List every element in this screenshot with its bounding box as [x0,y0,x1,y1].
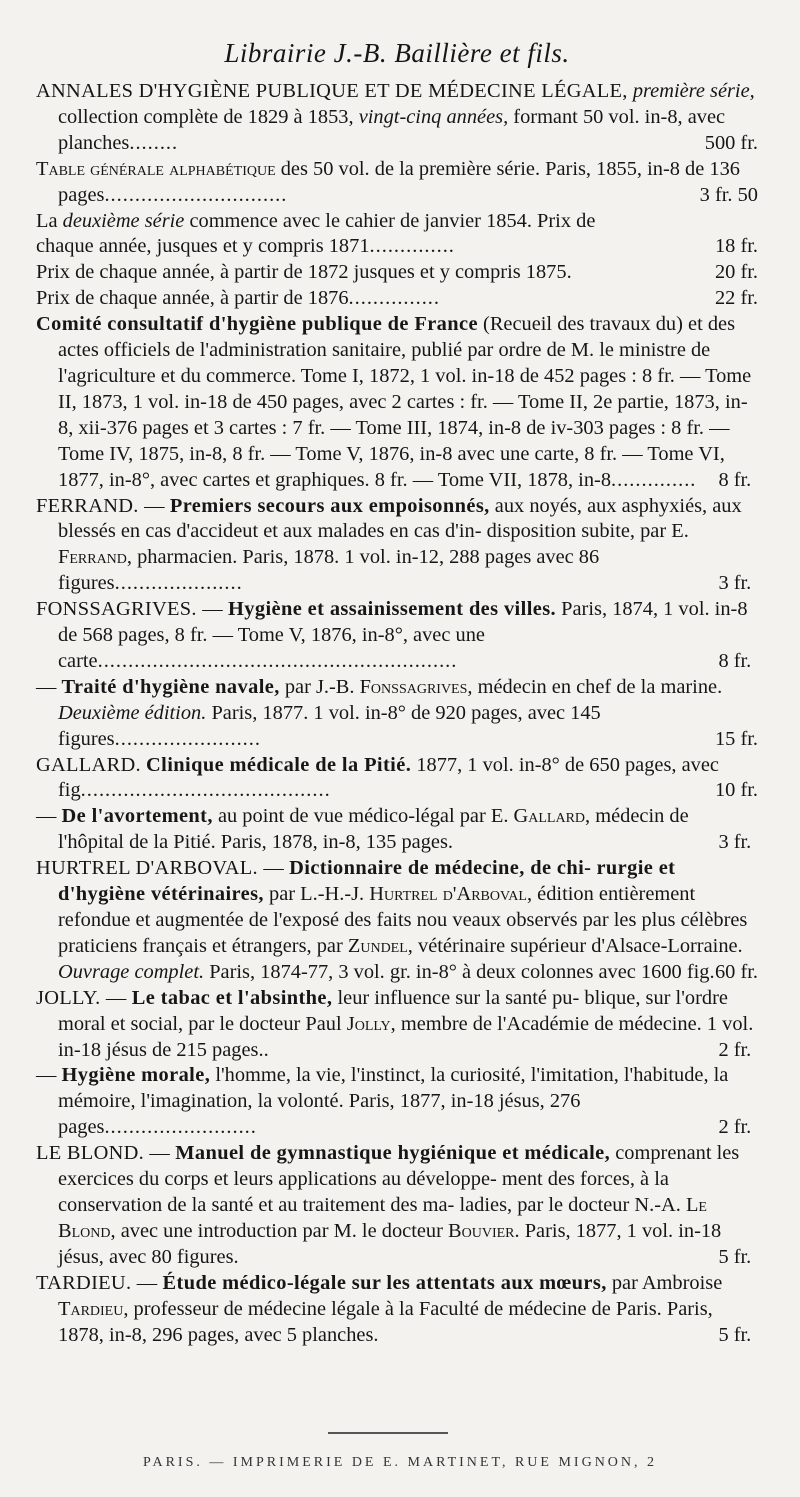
entry-text: in-12, 288 pages avec 86 figures [58,546,600,595]
entry-text: des 50 vol. de la première série. Paris, [280,157,592,180]
entry-deuxieme-serie: La deuxième série commence avec le cahier de janvier 1854. Prix de chaque année, jusques et y compris 1871.............. 18 fr. Prix de chaque année, à partir de 1872 jusques et y compris 1875. 20 fr. Prix de chaque année, à partir de 1876............... 22 fr. [36,209,758,313]
person-name: Ferrand, [58,546,132,569]
entry-text: docteur [381,1219,443,1242]
entry-author: HURTREL D'ARBOVAL. — [36,857,285,880]
entry-text: (Recueil des [483,313,585,336]
entry-text: formant 50 vol. in-8, avec planches [58,105,726,154]
person-name: Le Blond, [58,1193,707,1242]
price: 10 fr. [714,779,758,802]
person-name: Bouvier. [448,1219,520,1242]
price: 22 fr. [714,287,758,310]
entry-le-blond [36,1141,758,1271]
entry-text: par Ambroise [611,1271,723,1294]
entry-text: Prix de chaque année, à partir de 1876 [36,287,349,310]
entry-text: Paris, 1874-77, 3 vol. gr. in-8° à deux colonnes avec 1600 fig. [209,960,715,983]
entry-text: avec une introduction par M. le [120,1219,377,1242]
entry-hygiene-navale: — Traité d'hygiène navale, par J.-B. Fonssagrives, médecin en chef de la marine. Deuxième édition. Paris, 1877. 1 vol. in-8° de 920 pages, avec 145 figures........................ 15 fr. [36,675,758,753]
entry-title: Traité d'hygiène navale, [61,675,280,698]
entry-text: chaque année, jusques et y compris 1871 [36,235,370,258]
entry-tardieu [36,1271,758,1349]
entry-hygiene-morale: — Hygiène morale, l'homme, la vie, l'instinct, la curiosité, l'imitation, l'habitude, la mémoire, l'imagination, la volonté. Paris, 1877, in-18 jésus, 276 pages......................... 2 fr. [36,1063,758,1141]
person-name: Jolly, [346,1012,396,1035]
series-label: première série, [632,80,755,102]
entry-text: commence avec le cahier de janvier 1854. Prix de [189,209,596,232]
price: 2 fr. [718,1038,752,1061]
entry-title: Dictionnaire de médecine, de chi- [289,857,592,880]
price: 8 fr. [718,649,752,672]
entry-table-generale: Table générale alphabétique des 50 vol. de la première série. Paris, 1855, in-8 de 136 pages.............................. 3 fr. 50 [36,157,758,209]
entry-author: GALLARD. [36,753,141,776]
entry-title: Table générale alphabétique [36,157,276,180]
entry-text: 1876, in-8 avec une carte, 8 fr. — Tome VI, 1877, in-8°, avec cartes [58,442,725,491]
entry-text: 1877, 1 vol. in-8° de [416,753,585,776]
price: 8 fr. [718,468,752,491]
entry-text: professeur de médecine légale à la Faculté de [133,1297,504,1320]
price: 5 fr. [718,1245,752,1268]
entry-text: disposition subite, par E. [486,520,689,543]
entry-text: médecin de l'hôpital de la Pitié. Paris, 1878, in-8, 135 pages. [58,805,689,854]
entry-text: ment des forces, à la conservation de la santé et au traitement des ma- [58,1168,669,1216]
entry-title: Le tabac et l'absinthe, [131,986,333,1009]
price: 15 fr. [714,727,758,750]
entry-comite-consultatif: Comité consultatif d'hygiène publique de France (Recueil des travaux du) et des actes officiels de l'administration sanitaire, publié par ordre de M. le ministre de l'agriculture et du commerce. Tome I, 1872, 1 vol. in-18 de 452 pages : 8 fr. — Tome II, 1873, 1 vol. in-18 de 450 pages, avec 2 cartes : fr. — Tome II, 2e partie, 1873, in-8, xii-376 pages et 3 cartes : 7 fr. — Tome III, 1874, in-8 de iv-303 pages : 8 fr. — Tome IV, 1875, in-8, 8 fr. — Tome V, 1876, in-8 avec une carte, 8 fr. — Tome VI, 1877, in-8°, avec cartes et graphiques. 8 fr. — Tome VII, 1878, in-8.............. 8 fr. [36,312,758,493]
entry-text: 1855, in-8 de 136 pages [58,157,740,206]
edition-label: Deuxième édition. [58,701,207,724]
entry-jolly [36,986,758,1064]
entry-text: in-8, xii-376 pages et 3 cartes : 7 fr. — Tome III, 1874, in-8 de [58,390,748,439]
entry-text: médecin en chef [477,675,612,698]
entry-text: veaux observés par les plus célèbres praticiens français et étrangers, [58,909,748,957]
entry-hurtrel [36,856,758,986]
edition-label: Ouvrage complet. [58,960,205,983]
entry-text: comprenant les exercices du corps et leurs applications au développe- [58,1142,740,1191]
entry-gallard: GALLARD. Clinique médicale de la Pitié. 1877, 1 vol. in-8° de 650 pages, avec fig......................................... 10 fr. [36,753,758,805]
ditto-dash: — [36,1064,57,1087]
entry-text: Paris, [561,598,608,621]
entry-text: Prix de chaque année, à partir de 1872 jusques et y compris 1875. [36,261,572,284]
entry-text: par L.-H.-J. [269,883,365,906]
price: 3 fr. [718,831,752,854]
years-label: vingt-cinq années, [358,105,509,128]
entry-text: asphyxiés, aux blessés en cas d'accideut et aux malades en cas d'in- [58,494,742,543]
entry-text: Paris, 1877, 1 vol. in-18 jésus, avec 80 figures. [58,1219,722,1268]
entry-avortement [36,804,758,856]
entry-text: ladies, par le docteur N.-A. [459,1193,681,1216]
person-name: Gallard, [513,805,591,828]
entry-title: Étude médico-légale sur les attentats aux mœurs, [162,1271,607,1294]
ditto-dash: — [36,805,57,828]
entry-title: Comité consultatif d'hygiène publique de France [36,313,478,336]
entry-ferrand: FERRAND. — Premiers secours aux empoisonnés, aux noyés, aux asphyxiés, aux blessés en cas d'accideut et aux malades en cas d'in- disposition subite, par E. Ferrand, pharmacien. Paris, 1878. 1 vol. in-12, 288 pages avec 86 figures..................... 3 fr. [36,494,758,598]
entry-text: par ordre de M. le ministre de l'agriculture et du commerce. Tome I, [58,339,711,387]
entry-text: l'imitation, l'habitude, la mémoire, l'imagination, la volonté. Paris, [58,1064,729,1113]
entry-text: par J.-B. [284,675,355,698]
price: 60 fr. [714,960,758,983]
entry-text: 650 pages, avec fig [58,753,719,802]
entry-author: LE BLOND. — [36,1142,171,1165]
entry-text: médecine de Paris. Paris, 1878, in-8, 296 pages, avec 5 planches. [58,1297,713,1346]
entry-title-continued: rurgie et d'hygiène vétérinaires, [58,857,676,906]
entry-title: Hygiène et assainissement des villes. [228,598,557,621]
price: 20 fr. [714,261,758,284]
entry-text: au point de vue médico-légal par E. [217,805,509,828]
series-label: deuxième série [62,209,185,232]
entry-text: Paris, 1877. 1 vol. in-8° de [211,701,431,724]
entry-text: 920 pages, avec 145 figures [58,701,601,750]
entry-text: collection complète de 1829 à 1853, [58,105,354,128]
entry-title: Manuel de gymnastique hygiénique et médicale, [175,1142,611,1165]
printer-imprint: PARIS. — IMPRIMERIE DE E. MARTINET, RUE MIGNON, 2 [142,1455,658,1470]
page-header: Librairie J.-B. Baillière et fils. [224,38,570,68]
entry-text: iv-303 pages : 8 fr. — Tome IV, 1875, in-8, 8 fr. — Tome V, [58,416,730,465]
entry-author: FERRAND. — [36,494,165,517]
catalogue-entries [36,79,758,1348]
price: 5 fr. [718,1323,752,1346]
entry-author: FONSSAGRIVES. — [36,598,223,621]
entry-text: aux noyés, aux [494,494,617,517]
price: 500 fr. [704,131,758,154]
entry-text: pharmacien. Paris, 1878. 1 vol. [137,546,391,569]
entry-text: de la marine. [616,675,723,698]
person-name: Fonssagrives, [359,675,473,698]
entry-text: une carte [58,624,485,672]
ditto-dash: — [36,675,57,698]
entry-text: blique, sur l'ordre moral et social, par le docteur Paul [58,986,728,1035]
entry-title: Clinique médicale de la Pitié. [146,753,412,776]
entry-author: TARDIEU. — [36,1271,158,1294]
entry-text: 1874, 1 vol. in-8 de 568 pages, 8 fr. — Tome V, 1876, in-8°, avec [58,598,748,647]
entry-fonssagrives: FONSSAGRIVES. — Hygiène et assainissement des villes. Paris, 1874, 1 vol. in-8 de 568 pages, 8 fr. — Tome V, 1876, in-8°, avec une carte........................................................... 8 fr. [36,597,758,675]
entry-text: in-18 de 450 pages, avec 2 cartes : fr. — Tome II, 2e partie, 1873, [184,390,720,413]
price: 2 fr. [718,1116,752,1139]
price: 3 fr. 50 [699,183,758,206]
entry-text: 1872, 1 vol. in-18 de 452 pages : 8 fr. — Tome II, 1873, 1 vol. [58,364,752,413]
price: 3 fr. [718,572,752,595]
entry-text: membre [400,1012,468,1035]
entry-text: par [316,934,343,957]
person-name: Zundel, [347,934,413,957]
entry-annales: ANNALES D'HYGIÈNE PUBLIQUE ET DE MÉDECINE LÉGALE, première série, collection complète de 1829 à 1853, vingt-cinq années, formant 50 vol. in-8, avec planches........ 500 fr. [36,79,758,157]
entry-text: leur influence sur la santé pu- [337,986,580,1009]
entry-title: Premiers secours aux empoisonnés, [169,494,490,517]
price: 18 fr. [714,235,758,258]
entry-text: l'homme, la vie, l'instinct, la curiosité, [215,1064,526,1087]
entry-text: édition entièrement refondue et augmentée de l'exposé des faits nou [58,883,696,931]
person-name: Hurtrel d'Arboval, [369,883,533,906]
entry-title: Hygiène morale, [61,1064,211,1087]
entry-text: de l'Académie de médecine. 1 vol. in-18 jésus de 215 pages.. [58,1012,754,1061]
entry-author: JOLLY. — [36,986,127,1009]
entry-text: La [36,209,58,232]
entry-text: vétérinaire supérieur d'Alsace-Lorraine. [418,934,743,957]
entry-text: 1877, in-18 jésus, 276 pages [58,1090,581,1139]
person-name: Tardieu, [58,1297,129,1320]
divider-rule [328,1432,448,1434]
entry-title: ANNALES D'HYGIÈNE PUBLIQUE ET DE MÉDECINE LÉGALE, [36,80,628,102]
entry-title: De l'avortement, [61,805,213,828]
entry-text: travaux du) et des actes officiels de l'administration sanitaire, publié [58,313,736,362]
entry-text: et graphiques. 8 fr. — Tome VII, 1878, in-8 [255,468,612,491]
